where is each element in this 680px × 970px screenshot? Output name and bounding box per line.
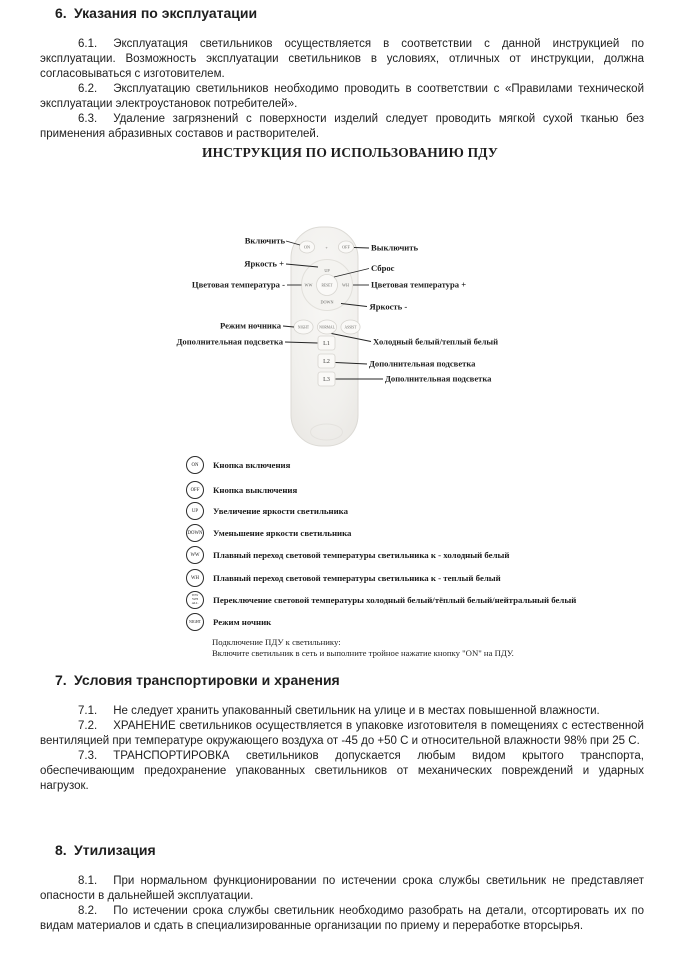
remote-normal-label: NORMAL <box>319 325 335 330</box>
paragraph-number: 7.1. <box>78 705 98 717</box>
paragraph-number: 7.3. <box>78 750 98 762</box>
callout-power-off: Выключить <box>371 242 419 253</box>
remote-assist-label: ASSIST <box>344 325 357 330</box>
callout-brightness-plus: Яркость + <box>244 258 284 269</box>
legend-text: Режим ночник <box>213 617 272 627</box>
wh-button-icon: WH <box>186 569 204 587</box>
section-7-body <box>40 704 644 794</box>
pdu-connection-note <box>212 637 514 658</box>
paragraph-number: 8.1. <box>78 875 98 887</box>
legend-item-off <box>186 481 297 499</box>
callout-aux-light-l1: Дополнительная подсветка <box>176 336 283 347</box>
down-button-icon: DOWN <box>186 524 204 542</box>
paragraph-text: Эксплуатацию светильников необходимо проводить в соответствии с «Правилами технической эксплуатации электроустановок потребителей». <box>40 83 644 110</box>
section-7-heading <box>55 672 340 688</box>
legend-item-up <box>186 502 348 520</box>
on-button-icon: ON <box>186 456 204 474</box>
icon-line: ALL <box>191 600 199 605</box>
paragraph-text: Эксплуатация светильников осуществляется в соответствии с данной инструкцией по эксплуатации. Возможность эксплуатации светильников в условиях, отличных от инструкции, должна согласовываться с изготовителем. <box>40 38 644 80</box>
legend-item-down <box>186 524 351 542</box>
paragraph-text: По истечении срока службы светильник необходимо разобрать на детали, отсортировать их по видам материалов и сдать в специализированные организации по приему и переработке вторсырья. <box>40 905 644 932</box>
callout-reset: Сброс <box>371 263 395 273</box>
paragraph-text: Удаление загрязнений с поверхности изделий следует проводить мягкой сухой тканью без применения абразивных составов и растворителей. <box>40 113 644 140</box>
section-title: Условия транспортировки и хранения <box>74 672 340 688</box>
legend-text: Кнопка включения <box>213 460 291 470</box>
note-line-1: Подключение ПДУ к светильнику: <box>212 637 341 647</box>
paragraph-7-3 <box>40 749 644 794</box>
legend-item-night <box>186 613 271 631</box>
callout-aux-light-l3: Дополнительная подсветка <box>385 373 492 384</box>
legend-item-wh <box>186 569 501 587</box>
section-number: 7. <box>55 672 67 688</box>
paragraph-6-1 <box>40 37 644 82</box>
remote-reset-label: RESET <box>321 283 333 288</box>
callout-color-temp-plus: Цветовая температура + <box>371 279 467 290</box>
remote-indicator-dot: + <box>325 244 328 250</box>
paragraph-number: 6.3. <box>78 113 98 125</box>
legend-text: Плавный переход световой температуры светильника к - теплый белый <box>213 573 501 583</box>
pdu-instruction-heading: ИНСТРУКЦИЯ ПО ИСПОЛЬЗОВАНИЮ ПДУ <box>201 145 499 160</box>
paragraph-7-1 <box>40 704 644 719</box>
section-title: Указания по эксплуатации <box>74 5 258 21</box>
legend-item-ww <box>186 546 509 564</box>
paragraph-7-2 <box>40 719 644 749</box>
note-line-2: Включите светильник в сеть и выполните тройное нажатие кнопку "ON" на ПДУ. <box>212 647 514 658</box>
remote-wh-label: WH <box>342 282 349 288</box>
remote-l2-label: L2 <box>323 359 330 366</box>
legend-text: Увеличение яркости светильника <box>213 506 349 516</box>
legend-item-ww-wh-all <box>186 591 576 609</box>
callout-brightness-minus: Яркость - <box>369 301 408 312</box>
paragraph-text: ХРАНЕНИЕ светильников осуществляется в упаковке изготовителя в помещениях с естественной вентиляцией при температуре окружающего воздуха от -45 до +50 С и относительной влажности 98% при 25 С. <box>40 720 644 747</box>
legend-text: Переключение световой температуры холодный белый/тёплый белый/нейтральный белый <box>213 595 577 605</box>
paragraph-number: 6.1. <box>78 38 98 50</box>
legend-text: Кнопка выключения <box>213 485 298 495</box>
remote-up-label: UP <box>324 268 330 273</box>
paragraph-6-3 <box>40 112 644 142</box>
paragraph-6-2 <box>40 82 644 112</box>
icon-line: WW <box>191 593 199 598</box>
remote-control-diagram <box>0 193 680 458</box>
remote-l1-label: L1 <box>323 341 330 348</box>
off-button-icon: OFF <box>186 481 204 499</box>
section-number: 6. <box>55 5 67 21</box>
paragraph-8-2 <box>40 904 644 934</box>
remote-down-label: DOWN <box>320 299 334 305</box>
callout-line <box>354 248 369 249</box>
section-title: Утилизация <box>74 842 156 858</box>
night-button-icon: NIGHT <box>186 613 204 631</box>
paragraph-number: 8.2. <box>78 905 98 917</box>
section-6-body <box>40 37 644 142</box>
paragraph-text: При нормальном функционировании по истечении срока службы светильник не представляет опасности в дальнейшей эксплуатации. <box>40 875 644 902</box>
paragraph-number: 7.2. <box>78 720 98 732</box>
remote-off-label: OFF <box>342 244 350 250</box>
section-8-heading <box>55 842 156 858</box>
icon-line: WH <box>192 597 198 602</box>
callout-color-temp-minus: Цветовая температура - <box>191 279 285 290</box>
legend-text: Плавный переход световой температуры светильника к - холодный белый <box>213 550 510 560</box>
legend-text: Уменьшение яркости светильника <box>213 528 352 538</box>
paragraph-number: 6.2. <box>78 83 98 95</box>
callout-aux-light-l2: Дополнительная подсветка <box>369 358 476 369</box>
ww-wh-all-button-icon <box>186 591 204 609</box>
remote-on-label: ON <box>303 244 311 250</box>
section-8-body <box>40 874 644 934</box>
remote-night-label: NIGHT <box>297 325 310 330</box>
callout-cold-warm-white: Холодный белый/теплый белый <box>373 336 499 347</box>
section-number: 8. <box>55 842 67 858</box>
up-button-icon: UP <box>186 502 204 520</box>
remote-l3-label: L3 <box>323 377 330 384</box>
callout-power-on: Включить <box>244 235 285 246</box>
paragraph-text: ТРАНСПОРТИРОВКА светильников допускается любым видом крытого транспорта, обеспечивающим предохранение упакованных светильников от механических повреждений и ударных нагрузок. <box>40 750 644 792</box>
ww-button-icon: WW <box>186 546 204 564</box>
legend-item-on <box>186 456 290 474</box>
remote-ww-label: WW <box>304 282 313 288</box>
paragraph-text: Не следует хранить упакованный светильник на улице и в местах повышенной влажности. <box>113 705 600 717</box>
section-6-heading <box>55 5 257 21</box>
paragraph-8-1 <box>40 874 644 904</box>
callout-night-mode: Режим ночника <box>219 320 281 331</box>
